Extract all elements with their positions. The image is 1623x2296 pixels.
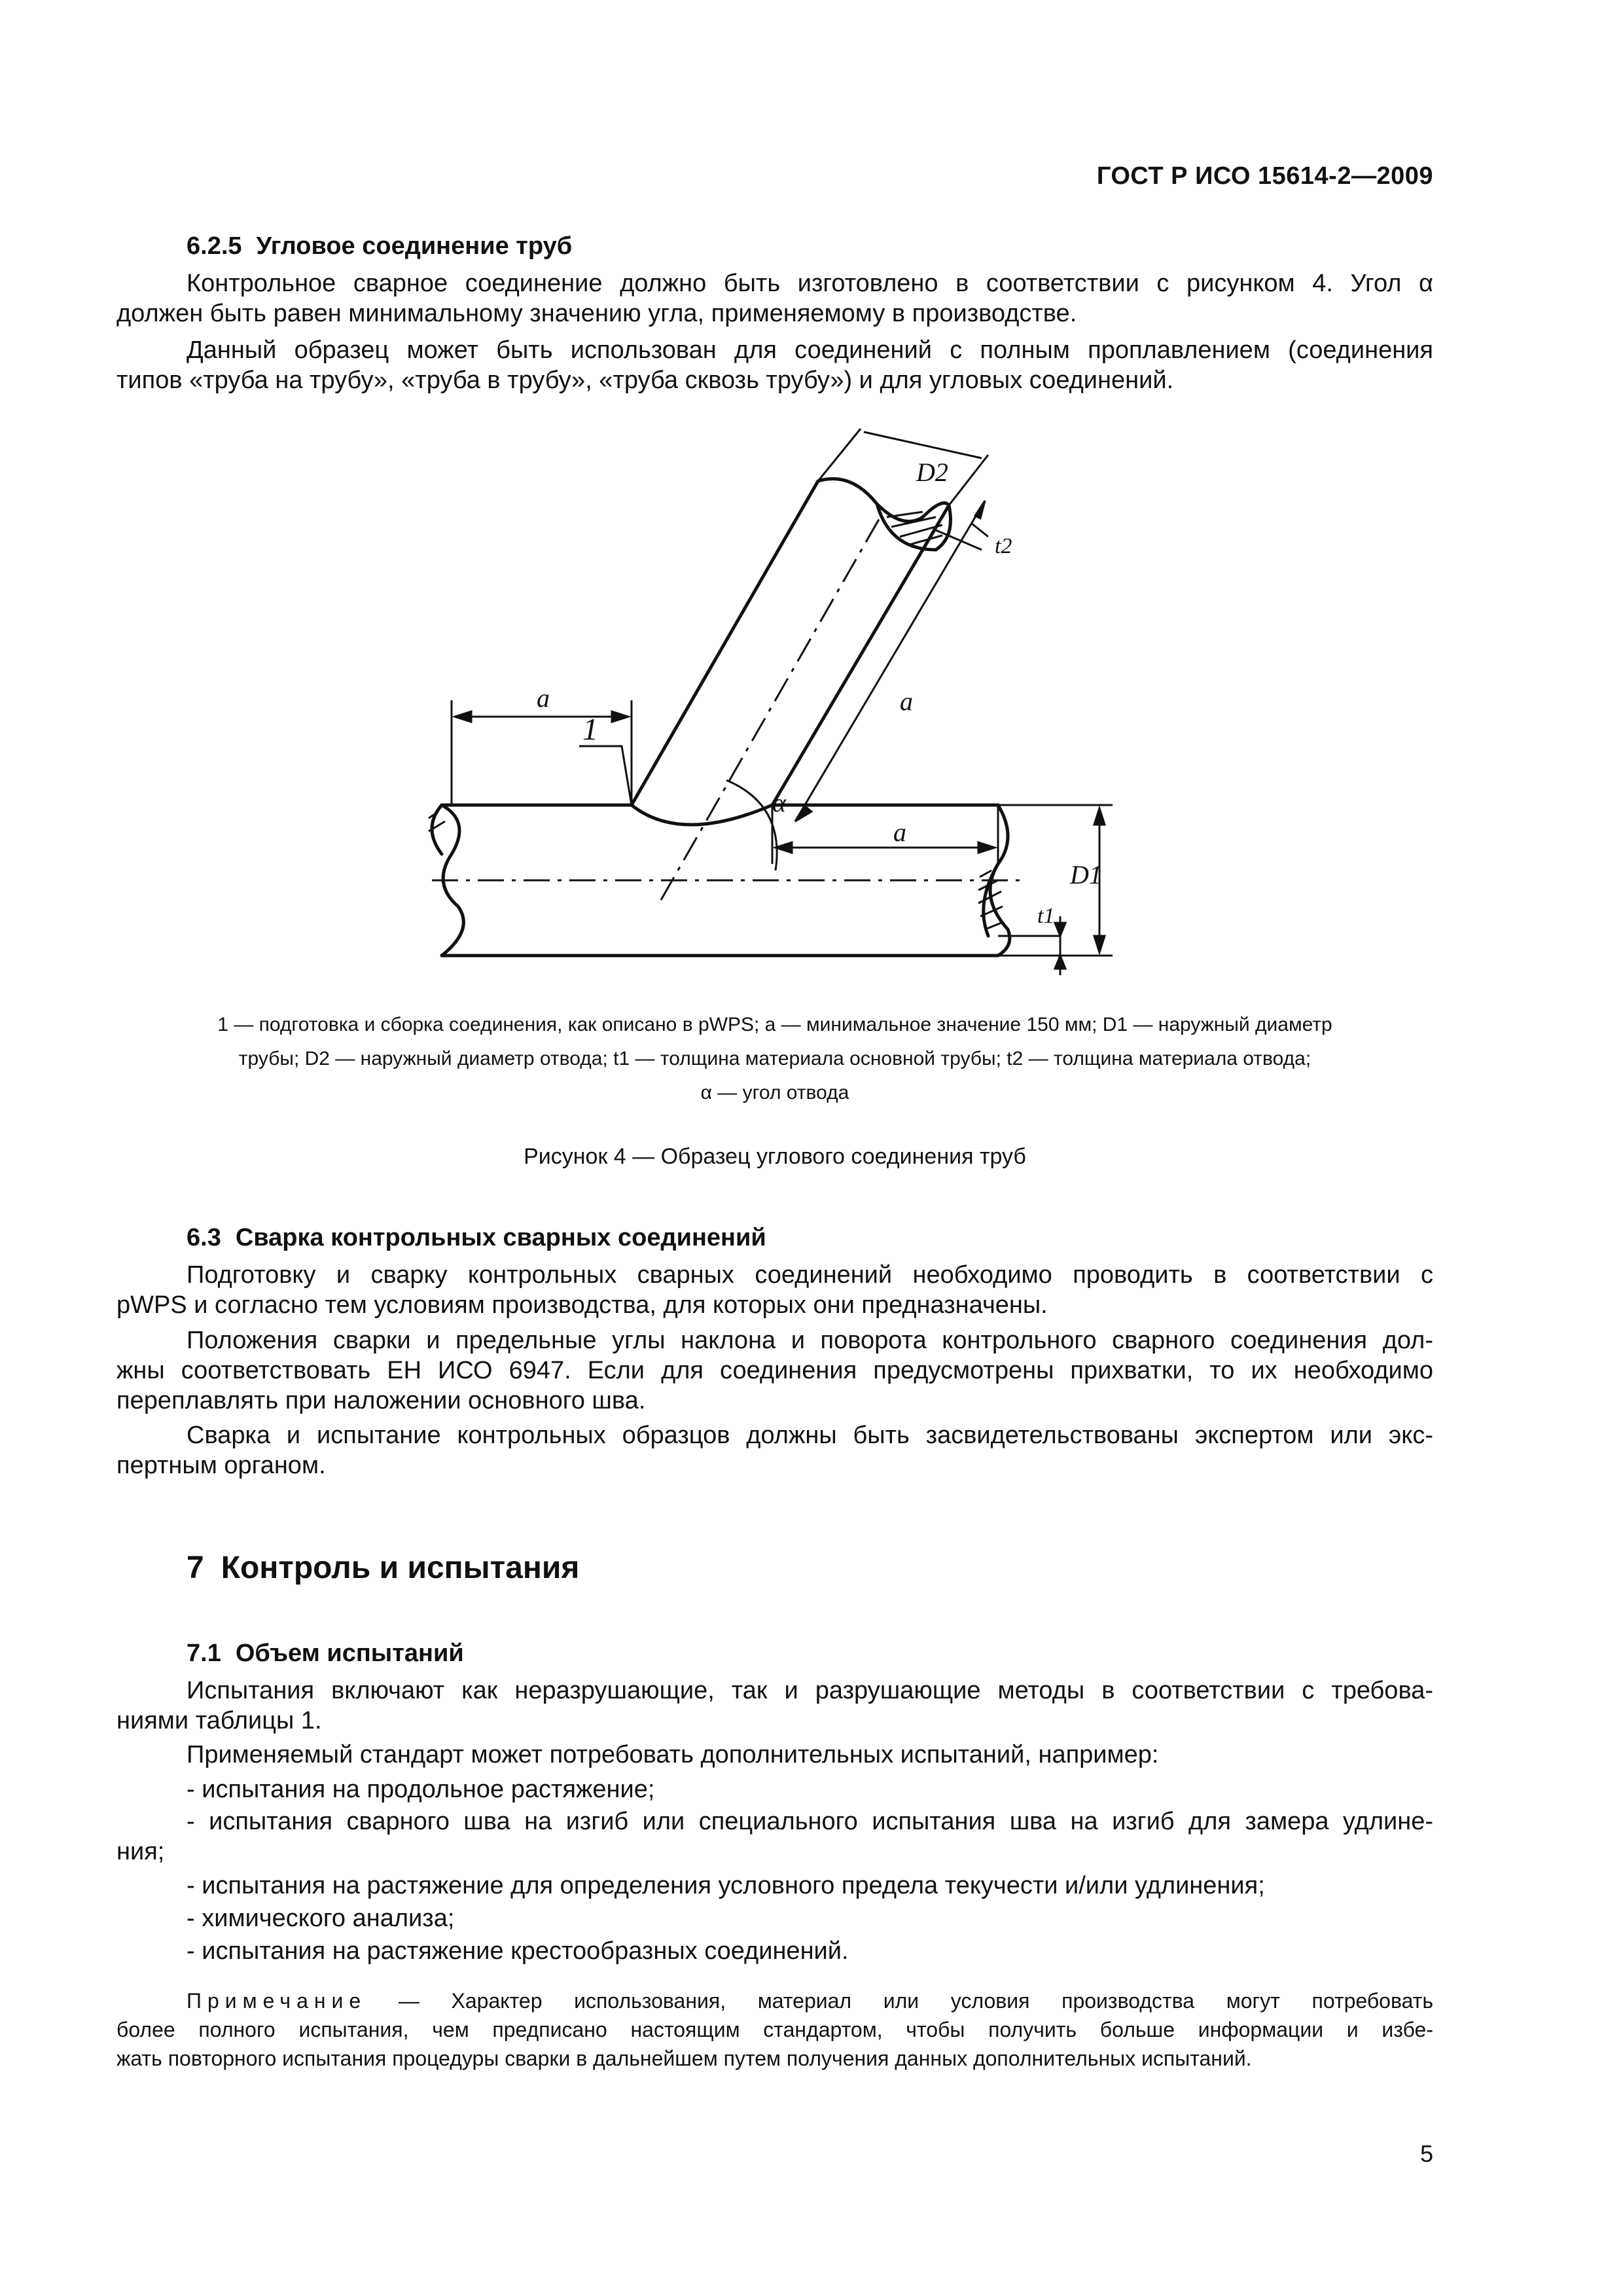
text-line (116, 1986, 1433, 2015)
dim-label-a: a (537, 683, 550, 713)
chapter-title: Контроль и испытания (221, 1551, 580, 1585)
list-item: - испытания на растяжение крестообразных соединений. (187, 1937, 849, 1965)
section-number: 6.2.5 (187, 232, 242, 260)
standard-header: ГОСТ Р ИСО 15614-2—2009 (1096, 162, 1433, 190)
angle-label: α (772, 788, 786, 817)
dim-label-d2: D2 (916, 457, 948, 487)
branch-pipe-centerline (661, 517, 880, 900)
chapter-7-heading (187, 1550, 579, 1586)
dim-label-t2: t2 (995, 534, 1012, 558)
text: Данный образец может быть использован для соединений с полным проплавлением (соединения (187, 336, 1433, 364)
paragraph (116, 1676, 1433, 1736)
note-label: Примечание (187, 1989, 367, 2013)
text: Подготовку и сварку контрольных сварных соединений необходимо проводить в соответствии с (187, 1261, 1433, 1289)
paragraph (116, 1420, 1433, 1480)
section-number: 7.1 (187, 1640, 221, 1667)
text: Испытания включают как неразрушающие, так и разрушающие методы в соответствии с требова- (187, 1677, 1433, 1704)
legend-line: 1 — подготовка и сборка соединения, как описано в pWPS; a — минимальное значение 150 мм; D1 — наружный диаметр (217, 1014, 1332, 1035)
page-number: 5 (1419, 2140, 1433, 2167)
pipe-branch-joint-figure (419, 419, 1113, 995)
legend-line: α — угол отвода (700, 1082, 849, 1103)
legend-line: трубы; D2 — наружный диаметр отвода; t1 — толщина материала основной трубы; t2 — толщина материала отвода; (238, 1048, 1311, 1069)
text-line (116, 1676, 1433, 1706)
note (116, 1986, 1433, 2073)
text-line (116, 1325, 1433, 1355)
callout-label: 1 (582, 712, 598, 747)
text-line: более полного испытания, чем предписано настоящим стандартом, чтобы получить больше информации и избе- (116, 2018, 1433, 2041)
text-line (116, 1260, 1433, 1290)
text-line: ния; (116, 1838, 165, 1865)
text-line: ниями таблицы 1. (116, 1707, 322, 1734)
section-7-1-heading (187, 1640, 464, 1668)
section-title: Сварка контрольных сварных соединений (235, 1224, 766, 1251)
chapter-number: 7 (187, 1551, 204, 1585)
paragraph (116, 1325, 1433, 1416)
list-item: - испытания на растяжение для определения условного предела текучести и/или удлинения; (187, 1872, 1265, 1899)
text-line (116, 1420, 1433, 1450)
text-line: типов «труба на трубу», «труба в трубу», «труба сквозь трубу») и для угловых соединений. (116, 367, 1174, 394)
paragraph: Применяемый стандарт может потребовать дополнительных испытаний, например: (187, 1741, 1159, 1768)
section-title: Объем испытаний (235, 1640, 464, 1667)
text: Положения сварки и предельные углы наклона и поворота контрольного сварного соединения дол- (187, 1327, 1433, 1354)
text-line: pWPS и согласно тем условиям производства, для которых они предназначены. (116, 1291, 1048, 1319)
figure-caption: Рисунок 4 — Образец углового соединения труб (524, 1144, 1026, 1169)
list-item (116, 1806, 1433, 1867)
paragraph (116, 335, 1433, 395)
text: — Характер использования, материал или условия производства могут потребовать (398, 1989, 1434, 2013)
text-line: пертным органом. (116, 1452, 326, 1479)
dim-label-a: a (893, 817, 906, 847)
paragraph (116, 268, 1433, 329)
dim-label-t1: t1 (1037, 904, 1055, 928)
dim-label-a: a (900, 687, 913, 716)
list-item: - испытания на продольное растяжение; (187, 1776, 655, 1803)
main-pipe-outline (442, 805, 998, 825)
list-item: - химического анализа; (187, 1905, 455, 1932)
figure-legend (116, 1008, 1433, 1110)
section-6-2-5-heading (187, 232, 572, 260)
text-line: переплавлять при наложении основного шва. (116, 1387, 646, 1414)
text-line (116, 1806, 1433, 1837)
section-6-3-heading (187, 1224, 766, 1252)
text-line (116, 335, 1433, 365)
text: Сварка и испытание контрольных образцов должны быть засвидетельствованы экспертом или экс- (187, 1422, 1433, 1449)
branch-pipe-outline (632, 481, 818, 805)
text-line (116, 268, 1433, 298)
text-line: должен быть равен минимальному значению угла, применяемому в производстве. (116, 300, 1077, 327)
text: Контрольное сварное соединение должно быть изготовлено в соответствии с рисунком 4. Угол α (187, 270, 1433, 297)
section-title: Угловое соединение труб (256, 232, 573, 260)
dim-label-d1: D1 (1070, 860, 1102, 889)
text: - испытания сварного шва на изгиб или специального испытания шва на изгиб для замера удлине- (187, 1808, 1433, 1835)
text-line: жны соответствовать ЕН ИСО 6947. Если для соединения предусмотрены прихватки, то их необходимо (116, 1357, 1433, 1384)
text-line: жать повторного испытания процедуры сварки в дальнейшем путем получения данных дополнительных испытаний. (116, 2047, 1252, 2070)
paragraph (116, 1260, 1433, 1320)
section-number: 6.3 (187, 1224, 221, 1251)
